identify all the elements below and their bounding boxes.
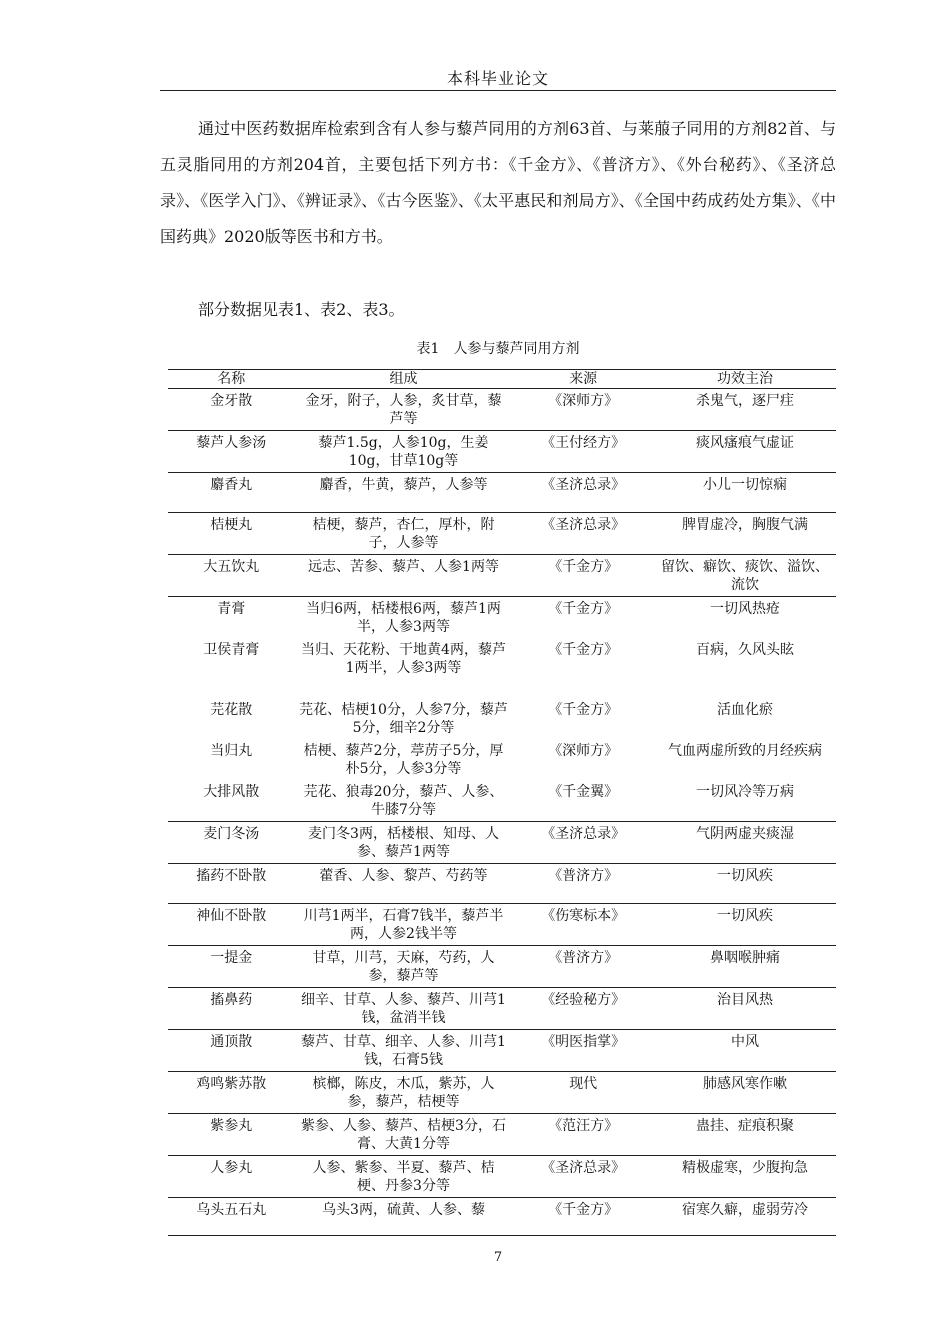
table-row [168, 431, 836, 473]
cell-efficacy: 气阴两虚夹痰湿 [695, 826, 794, 842]
cell-composition: 藜芦、甘草、细辛、人参、川芎1钱，石膏5钱 [301, 1034, 506, 1068]
cell-composition: 桔梗，藜芦，杏仁，厚朴，附子，人参等 [312, 517, 495, 551]
cell-name: 紫参丸 [210, 1118, 253, 1134]
header-source: 来源 [569, 371, 598, 387]
cell-source: 《范汪方》 [548, 1118, 619, 1134]
cell-name: 当归丸 [210, 743, 253, 759]
prescription-table [168, 369, 836, 1236]
cell-name: 人参丸 [210, 1160, 253, 1176]
table-row [168, 988, 836, 1030]
cell-name: 搐鼻药 [210, 992, 253, 1008]
table-row [168, 864, 836, 904]
cell-composition: 远志、苦参、藜芦、人参1两等 [308, 559, 499, 575]
cell-name: 麦门冬汤 [203, 826, 260, 842]
cell-name: 卫侯青膏 [203, 642, 260, 658]
header-composition: 组成 [389, 371, 418, 387]
cell-efficacy: 鼻咽喉肿痛 [709, 950, 780, 966]
cell-efficacy: 宿寒久癖，虚弱劳冷 [681, 1202, 808, 1218]
table-row [168, 389, 836, 431]
cell-composition: 藿香、人参、黎芦、芍药等 [319, 868, 488, 884]
table-row [168, 638, 836, 698]
cell-source: 《普济方》 [548, 950, 619, 966]
cell-efficacy: 肺感风寒作嗽 [702, 1076, 787, 1092]
cell-composition: 桔梗、藜芦2分，葶苈子5分，厚朴5分，人参3分等 [303, 743, 504, 777]
cell-composition: 细辛、甘草、人参、藜芦、川芎1钱，盆消半钱 [301, 992, 506, 1026]
cell-name: 一提金 [210, 950, 253, 966]
cell-composition: 芫花、狼毒20分，藜芦、人参、牛膝7分等 [303, 784, 504, 818]
cell-name: 神仙不卧散 [196, 908, 267, 924]
table-row [168, 822, 836, 864]
table-header-row [168, 370, 836, 389]
cell-name: 乌头五石丸 [196, 1202, 267, 1218]
cell-name: 大五饮丸 [203, 559, 260, 575]
table-row [168, 473, 836, 513]
cell-efficacy: 一切风热疮 [709, 601, 780, 617]
cell-composition: 紫参、人参、藜芦、桔梗3分，石膏、大黄1分等 [301, 1118, 506, 1152]
header-efficacy: 功效主治 [716, 371, 773, 387]
table-row [168, 1114, 836, 1156]
cell-source: 《千金方》 [548, 559, 619, 575]
cell-composition: 甘草，川芎，天麻，芍药，人参，藜芦等 [312, 950, 495, 984]
cell-efficacy: 百病，久风头眩 [695, 642, 794, 658]
cell-composition: 川芎1两半，石膏7钱半，藜芦半两，人参2钱半等 [303, 908, 504, 942]
table-row [168, 513, 836, 555]
cell-composition: 槟榔，陈皮，木瓜，紫苏，人参，藜芦，桔梗等 [312, 1076, 495, 1110]
cell-efficacy: 留饮、癖饮、痰饮、溢饮、流饮 [660, 559, 829, 593]
table-row [168, 698, 836, 739]
cell-source: 《千金方》 [548, 642, 619, 658]
cell-name: 青膏 [217, 601, 246, 617]
table-caption: 表1 人参与藜芦同用方剂 [416, 341, 580, 357]
table-row [168, 780, 836, 822]
cell-source: 《深师方》 [548, 743, 619, 759]
intro-paragraph: 通过中医药数据库检索到含有人参与藜芦同用的方剂63首、与莱菔子同用的方剂82首、与五灵脂同用的方剂204首，主要包括下列方书：《千金方》、《普济方》、《外台秘药》、《圣济总录》、《医学入门》、《辨证录》、《古今医鉴》、《太平惠民和剂局方》、《全国中药成药处方集》、《中国药典》2020版等医书和方书。 [160, 119, 836, 246]
cell-efficacy: 杀鬼气，逐尸疰 [695, 393, 794, 409]
table-row [168, 739, 836, 780]
cell-composition: 当归6两，栝楼根6两，藜芦1两半，人参3两等 [306, 601, 501, 635]
cell-efficacy: 治目风热 [716, 992, 773, 1008]
cell-source: 《深师方》 [548, 393, 619, 409]
cell-composition: 金牙，附子，人参，炙甘草，藜芦等 [305, 393, 502, 427]
page-header-title: 本科毕业论文 [446, 69, 549, 88]
cell-efficacy: 一切风疾 [716, 868, 773, 884]
cell-source: 《经验秘方》 [541, 992, 626, 1008]
cell-composition: 当归、天花粉、干地黄4两，藜芦1两半，人参3两等 [301, 642, 506, 676]
cell-efficacy: 活血化瘀 [716, 702, 773, 718]
reference-paragraph: 部分数据见表1、表2、表3。 [198, 300, 405, 319]
cell-composition: 乌头3两，硫黄、人参、藜 [322, 1202, 485, 1218]
cell-name: 芫花散 [210, 702, 253, 718]
cell-source: 现代 [569, 1076, 598, 1092]
table-row [168, 904, 836, 946]
cell-source: 《圣济总录》 [541, 477, 626, 493]
table-row [168, 946, 836, 988]
cell-efficacy: 小儿一切惊痫 [702, 477, 787, 493]
cell-source: 《王付经方》 [541, 435, 626, 451]
cell-source: 《千金方》 [548, 601, 619, 617]
cell-source: 《普济方》 [548, 868, 619, 884]
table-row [168, 1156, 836, 1198]
table-row [168, 1198, 836, 1236]
cell-efficacy: 脾胃虚冷，胸腹气满 [681, 517, 808, 533]
cell-source: 《圣济总录》 [541, 826, 626, 842]
cell-efficacy: 一切风疾 [716, 908, 773, 924]
cell-source: 《圣济总录》 [541, 1160, 626, 1176]
page-number: 7 [493, 1250, 503, 1265]
header-rule [160, 90, 836, 91]
cell-name: 搐药不卧散 [196, 868, 267, 884]
cell-name: 通顶散 [210, 1034, 253, 1050]
cell-name: 金牙散 [210, 393, 253, 409]
cell-composition: 麝香，牛黄，藜芦，人参等 [319, 477, 488, 493]
cell-name: 桔梗丸 [210, 517, 253, 533]
table-row [168, 597, 836, 639]
cell-efficacy: 中风 [730, 1034, 759, 1050]
cell-name: 藜芦人参汤 [196, 435, 267, 451]
cell-efficacy: 气血两虚所致的月经疾病 [667, 743, 822, 759]
cell-source: 《千金方》 [548, 702, 619, 718]
cell-composition: 芫花、桔梗10分，人参7分，藜芦5分，细辛2分等 [299, 702, 508, 736]
cell-name: 鸡鸣紫苏散 [196, 1076, 267, 1092]
header-name: 名称 [217, 371, 246, 387]
cell-efficacy: 精极虚寒，少腹拘急 [681, 1160, 808, 1176]
cell-name: 麝香丸 [210, 477, 253, 493]
cell-source: 《千金方》 [548, 1202, 619, 1218]
table-row [168, 1072, 836, 1114]
cell-composition: 藜芦1.5g，人参10g，生姜10g，甘草10g等 [318, 435, 489, 469]
cell-source: 《圣济总录》 [541, 517, 626, 533]
cell-efficacy: 一切风冷等万病 [695, 784, 794, 800]
cell-source: 《伤寒标本》 [541, 908, 626, 924]
cell-composition: 麦门冬3两，栝楼根、知母、人参、藜芦1两等 [308, 826, 499, 860]
cell-efficacy: 痰风瘙痕气虚证 [695, 435, 794, 451]
cell-source: 《千金翼》 [548, 784, 619, 800]
cell-source: 《明医指掌》 [541, 1034, 626, 1050]
cell-efficacy: 蛊挂、症痕积聚 [695, 1118, 794, 1134]
cell-name: 大排风散 [203, 784, 260, 800]
table-row [168, 1030, 836, 1072]
cell-composition: 人参、紫参、半夏、藜芦、桔梗、丹参3分等 [312, 1160, 495, 1194]
table-row [168, 555, 836, 597]
